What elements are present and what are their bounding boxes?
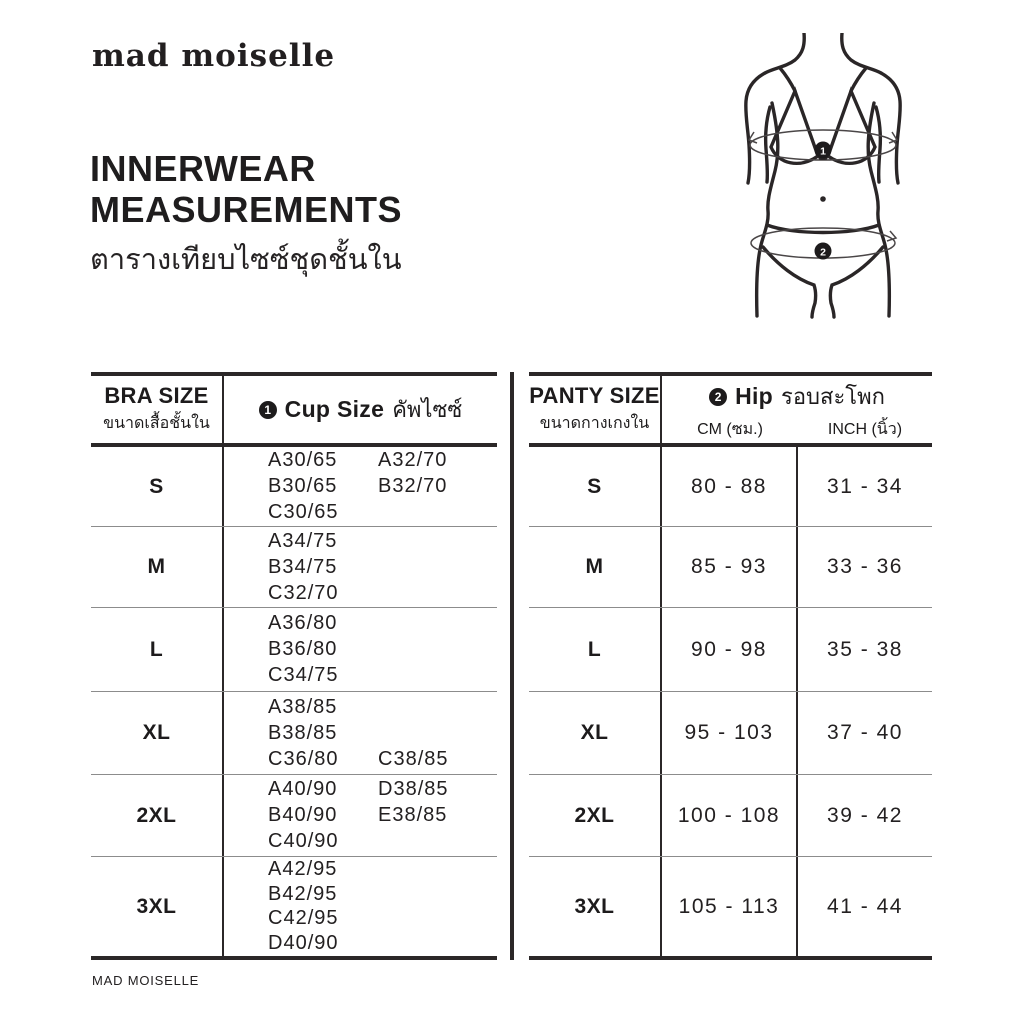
hip-header-cell — [662, 376, 932, 443]
bust-marker-number: 1 — [820, 145, 826, 158]
cup-value: B40/90 — [268, 804, 338, 826]
cup-size-header-cell — [224, 376, 497, 443]
bra-cups-3xl — [224, 857, 497, 956]
bra-size-m: M — [147, 555, 166, 578]
panty-size-title: PANTY SIZE — [529, 383, 660, 408]
bra-size-3xl: 3XL — [136, 894, 177, 918]
cup-value: E38/85 — [378, 804, 448, 826]
title-line-2: MEASUREMENTS — [90, 189, 403, 230]
footer-brand: MAD MOISELLE — [92, 973, 200, 988]
arm-left-inner — [766, 107, 770, 182]
bra-size-l: L — [149, 637, 164, 661]
cup-value: B42/95 — [268, 882, 338, 905]
page-subtitle-thai: ตารางเทียบไซซ์ชุดชั้นใน — [90, 244, 402, 276]
panty-row-2xl — [529, 775, 932, 857]
hip-marker-badge — [815, 243, 832, 260]
body-outline-figure — [733, 33, 913, 323]
brand-logo: mad moiselle — [92, 38, 336, 74]
bra-strap-right — [851, 68, 866, 91]
hip-cm-value: 100 - 108 — [677, 803, 781, 827]
panty-size-s: S — [587, 474, 602, 498]
arm-right-inner — [876, 107, 880, 182]
cup-value: A30/65 — [268, 449, 338, 471]
panty-size-3xl: 3XL — [574, 894, 615, 918]
panty-row-xl — [529, 692, 932, 775]
bra-cups-s — [224, 447, 497, 526]
panty-row-l — [529, 608, 932, 692]
hip-inch-value: 33 - 36 — [827, 555, 903, 578]
panty-size-subtitle-thai: ขนาดกางเกงใน — [539, 415, 650, 432]
bra-size-2xl: 2XL — [136, 803, 177, 827]
bra-cups-m — [224, 527, 497, 607]
cup-value: B34/75 — [268, 555, 338, 578]
hip-cm-value: 90 - 98 — [691, 637, 767, 661]
marker-2-badge: 2 — [709, 388, 727, 406]
cup-value: A38/85 — [268, 695, 338, 718]
cup-value: A40/90 — [268, 778, 338, 800]
cm-column-label: CM (ซม.) — [697, 421, 763, 438]
hip-inch-value: 31 - 34 — [827, 474, 903, 498]
cup-value: C36/80 — [268, 747, 339, 770]
bra-size-xl: XL — [142, 721, 171, 744]
bra-row-xl — [91, 692, 497, 775]
bra-table-header — [91, 376, 497, 447]
cup-size-title: Cup Size — [284, 396, 385, 422]
panty-size-2xl: 2XL — [574, 803, 615, 827]
bra-size-title: BRA SIZE — [104, 383, 209, 408]
panty-row-3xl — [529, 857, 932, 960]
hip-inch-value: 41 - 44 — [827, 894, 903, 918]
cup-value: C32/70 — [268, 581, 339, 604]
bra-size-subtitle-thai: ขนาดเสื้อชั้นใน — [103, 415, 210, 432]
panty-size-table — [529, 372, 932, 960]
table-divider-line — [510, 372, 514, 960]
hip-marker-number: 2 — [820, 246, 826, 259]
arm-right-outer — [881, 73, 900, 183]
cup-value: B32/70 — [378, 475, 448, 497]
inch-column-label: INCH (นิ้ว) — [827, 421, 903, 438]
cup-value: C38/85 — [378, 747, 449, 770]
cup-value: B38/85 — [268, 721, 338, 744]
bra-cups-xl — [224, 692, 497, 774]
cup-value: C30/65 — [268, 501, 339, 523]
cup-size-title-thai: คัพไซซ์ — [392, 397, 463, 422]
cup-value: A32/70 — [378, 449, 448, 471]
navel-dot — [820, 196, 826, 202]
bra-size-s: S — [149, 474, 164, 498]
cup-value: C40/90 — [268, 830, 339, 852]
bust-marker-badge — [815, 142, 832, 159]
title-line-1: INNERWEAR — [90, 148, 316, 189]
panty-size-xl: XL — [580, 721, 609, 744]
hip-cm-value: 95 - 103 — [684, 721, 774, 744]
hip-inch-value: 39 - 42 — [827, 803, 903, 827]
bra-row-m — [91, 527, 497, 608]
bra-size-header-cell — [91, 376, 224, 443]
bra-row-l — [91, 608, 497, 692]
neck-right-line — [842, 33, 881, 73]
panty-size-m: M — [585, 555, 604, 578]
cup-value: C42/95 — [268, 907, 339, 930]
hip-subheader-row — [662, 417, 932, 442]
hip-title: Hip — [735, 383, 774, 409]
cup-value: B36/80 — [268, 638, 338, 660]
hip-cm-value: 105 - 113 — [678, 894, 780, 918]
hip-cm-value: 80 - 88 — [691, 474, 767, 498]
panty-table-header — [529, 376, 932, 447]
cup-value: C34/75 — [268, 664, 339, 686]
bra-size-table — [91, 372, 497, 960]
hip-inch-value: 35 - 38 — [827, 637, 903, 661]
hip-inch-value: 37 - 40 — [827, 721, 903, 744]
bra-strap-left — [780, 68, 795, 91]
marker-1-badge: 1 — [259, 401, 277, 419]
arm-left-outer — [746, 73, 765, 183]
hip-cm-value: 85 - 93 — [691, 555, 767, 578]
bra-cups-2xl — [224, 775, 497, 856]
cup-value: B30/65 — [268, 475, 338, 497]
neck-left-line — [765, 33, 804, 73]
cup-value: A36/80 — [268, 612, 338, 634]
hip-title-row — [662, 379, 932, 414]
bra-row-3xl — [91, 857, 497, 960]
page-title — [90, 148, 402, 230]
panty-size-l: L — [587, 637, 602, 661]
cup-value: A34/75 — [268, 529, 338, 552]
hip-title-thai: รอบสะโพก — [781, 384, 885, 409]
panty-row-m — [529, 527, 932, 608]
panty-row-s — [529, 447, 932, 527]
cup-value: D40/90 — [268, 932, 339, 955]
panty-size-header-cell — [529, 376, 662, 443]
bra-cups-l — [224, 608, 497, 691]
body-measurement-illustration — [733, 33, 913, 323]
cup-value: D38/85 — [378, 778, 449, 800]
bra-row-s — [91, 447, 497, 527]
cup-value: A42/95 — [268, 857, 338, 880]
bra-row-2xl — [91, 775, 497, 857]
